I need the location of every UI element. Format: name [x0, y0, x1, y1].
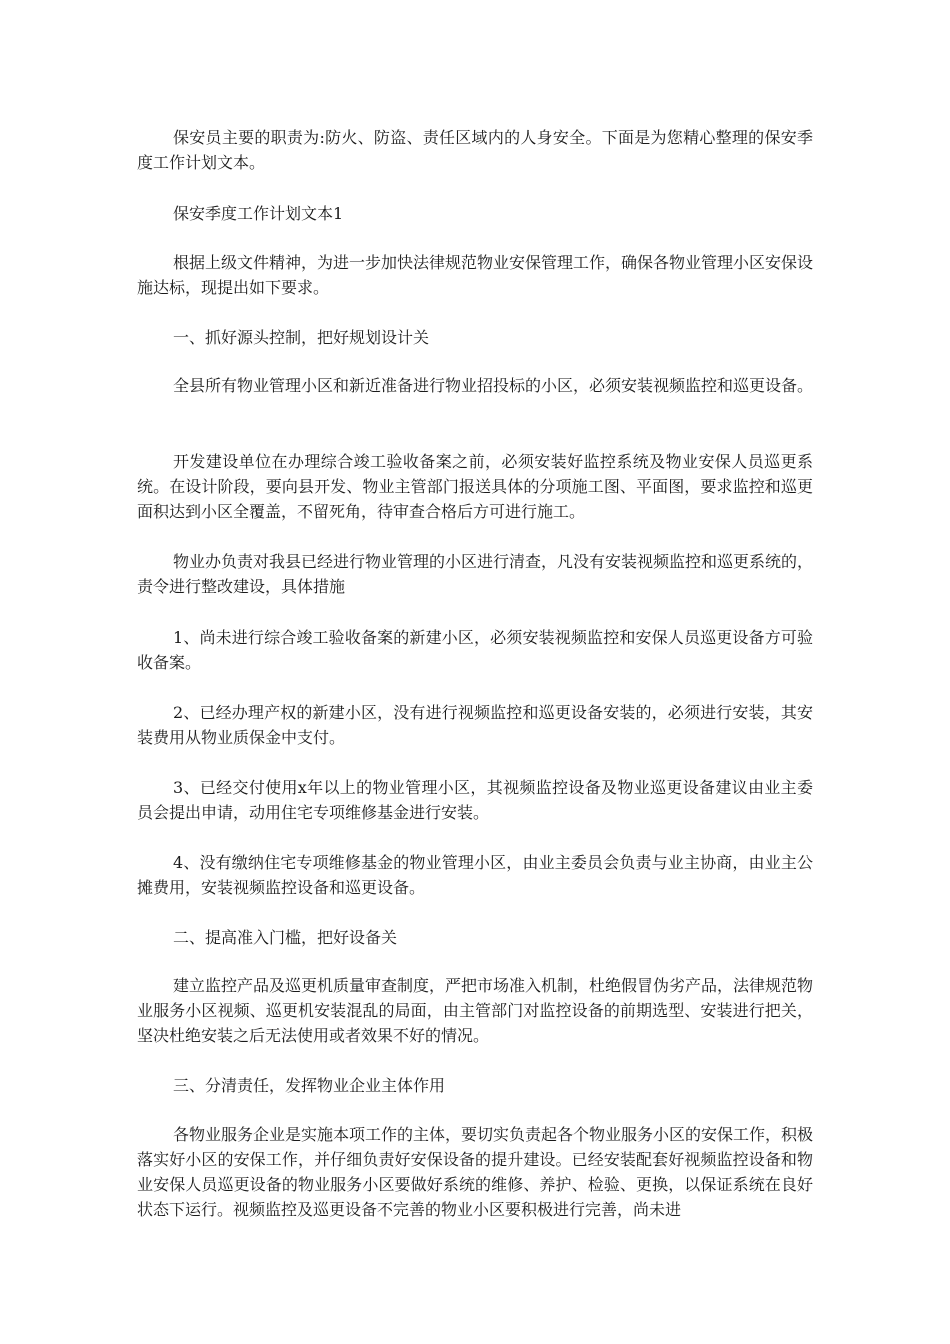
body-paragraph: 根据上级文件精神，为进一步加快法律规范物业安保管理工作，确保各物业管理小区安保设施达标，现提出如下要求。	[137, 253, 814, 297]
list-item: 1、尚未进行综合竣工验收备案的新建小区，必须安装视频监控和安保人员巡更设备方可验收备案。	[137, 628, 813, 672]
section-heading: 三、分清责任，发挥物业企业主体作用	[173, 1076, 446, 1095]
list-item: 2、已经办理产权的新建小区，没有进行视频监控和巡更设备安装的，必须进行安装，其安装费用从物业质保金中支付。	[137, 703, 813, 747]
document-title: 保安季度工作计划文本1	[173, 204, 344, 223]
section-heading: 二、提高准入门槛，把好设备关	[173, 928, 398, 947]
body-paragraph: 物业办负责对我县已经进行物业管理的小区进行清查，凡没有安装视频监控和巡更系统的，责令进行整改建设，具体措施	[137, 552, 814, 596]
section-heading: 一、抓好源头控制，把好规划设计关	[173, 328, 430, 347]
body-paragraph: 建立监控产品及巡更机质量审查制度，严把市场准入机制，杜绝假冒伪劣产品，法律规范物业服务小区视频、巡更机安装混乱的局面，由主管部门对监控设备的前期选型、安装进行把关，坚决杜绝安装之后无法使用或者效果不好的情况。	[137, 976, 814, 1045]
list-item: 4、没有缴纳住宅专项维修基金的物业管理小区，由业主委员会负责与业主协商，由业主公摊费用，安装视频监控设备和巡更设备。	[137, 853, 813, 897]
body-paragraph: 全县所有物业管理小区和新近准备进行物业招投标的小区，必须安装视频监控和巡更设备。	[173, 376, 814, 395]
intro-paragraph: 保安员主要的职责为:防火、防盗、责任区域内的人身安全。下面是为您精心整理的保安季度工作计划文本。	[137, 128, 813, 172]
body-paragraph: 各物业服务企业是实施本项工作的主体，要切实负责起各个物业服务小区的安保工作，积极落实好小区的安保工作，并仔细负责好安保设备的提升建设。已经安装配套好视频监控设备和物业安保人员巡更设备的物业服务小区要做好系统的维修、养护、检验、更换，以保证系统在良好状态下运行。视频监控及巡更设备不完善的物业小区要积极进行完善，尚未进	[137, 1125, 814, 1219]
body-paragraph: 开发建设单位在办理综合竣工验收备案之前，必须安装好监控系统及物业安保人员巡更系统。在设计阶段，要向县开发、物业主管部门报送具体的分项施工图、平面图，要求监控和巡更面积达到小区全覆盖，不留死角，待审查合格后方可进行施工。	[137, 452, 813, 521]
list-item: 3、已经交付使用x年以上的物业管理小区，其视频监控设备及物业巡更设备建议由业主委员会提出申请，动用住宅专项维修基金进行安装。	[137, 778, 813, 822]
